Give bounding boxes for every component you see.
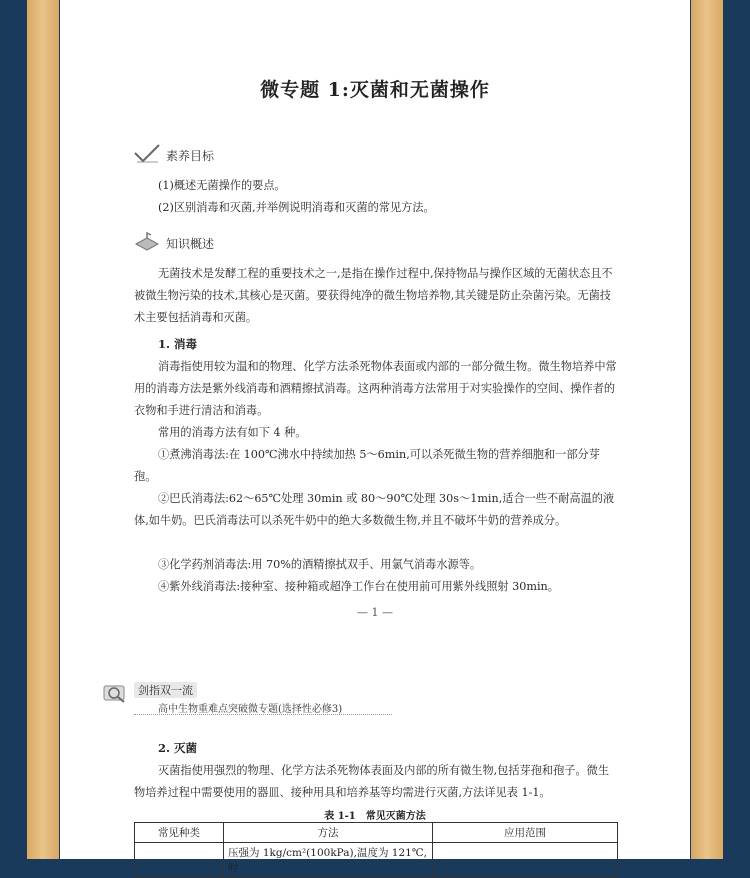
brand-subtitle: 高中生物重难点突破微专题(选择性必修3) [158, 704, 343, 715]
overview-paragraph: 无菌技术是发酵工程的重要技术之一,是指在操作过程中,保持物品与操作区域的无菌状态且不被微生物污染的技术,其核心是灭菌。要获得纯净的微生物培养物,其关键是防止杂菌污染。无菌技术主要包括消毒和灭菌。 [134, 267, 613, 324]
frame-gold-left [27, 0, 59, 859]
table-row [135, 843, 618, 878]
method-boiling: ①煮沸消毒法:在 100℃沸水中持续加热 5～6min,可以杀死微生物的营养细胞和一部分芽孢。 [134, 448, 600, 483]
disinfection-heading: 1. 消毒 [158, 337, 198, 351]
table-cell-method: 压强为 1kg/cm²(100kPa),温度为 121℃,时 [224, 843, 433, 878]
sterilization-paragraph: 灭菌指使用强烈的物理、化学方法杀死物体表面及内部的所有微生物,包括芽孢和孢子。微生物培养过程中需要使用的器皿、接种用具和培养基等均需进行灭菌,方法详见表 1-1。 [134, 764, 610, 799]
table-header-method: 方法 [224, 823, 433, 843]
table-cell-type [135, 843, 224, 878]
goal-item-2: (2)区别消毒和灭菌,并举例说明消毒和灭菌的常见方法。 [158, 201, 435, 214]
disinfection-methods-intro: 常用的消毒方法有如下 4 种。 [158, 426, 307, 439]
method-pasteurization: ②巴氏消毒法:62～65℃处理 30min 或 80～90℃处理 30s～1min,适合一些不耐高温的液体,如牛奶。巴氏消毒法可以杀死牛奶中的绝大多数微生物,并且不破坏牛奶的营养成分。 [134, 492, 615, 527]
page-number: — 1 — [357, 606, 393, 619]
frame-gold-right [691, 0, 723, 859]
table-caption: 表 1-1 常见灭菌方法 [324, 811, 426, 822]
document-page [60, 0, 690, 874]
method-uv: ④紫外线消毒法:接种室、接种箱或超净工作台在使用前可用紫外线照射 30min。 [158, 580, 559, 593]
book-brand-header [102, 680, 402, 720]
sterilization-heading: 2. 灭菌 [158, 741, 198, 755]
goal-item-1: (1)概述无菌操作的要点。 [158, 179, 286, 192]
brand-title: 剑指双一流 [134, 682, 197, 698]
magnifier-icon [102, 682, 132, 708]
checkmark-pen-icon [134, 144, 160, 167]
brand-divider [134, 714, 392, 715]
method-chemical: ③化学药剂消毒法:用 70%的酒精擦拭双手、用氯气消毒水源等。 [158, 558, 482, 571]
table-header-scope: 应用范围 [433, 823, 618, 843]
page-title: 微专题 1:灭菌和无菌操作 [260, 79, 490, 101]
table-header-type: 常见种类 [135, 823, 224, 843]
sterilization-methods-table [134, 822, 618, 878]
goals-heading: 素养目标 [134, 144, 214, 167]
overview-heading: 知识概述 [134, 232, 214, 255]
table-cell-scope [433, 843, 618, 878]
disinfection-paragraph: 消毒指使用较为温和的物理、化学方法杀死物体表面或内部的一部分微生物。微生物培养中常用的消毒方法是紫外线消毒和酒精擦拭消毒。这两种消毒方法常用于对实验操作的空间、操作者的衣物和手进行清洁和消毒。 [134, 360, 617, 417]
table-header-row [135, 823, 618, 843]
book-icon [134, 232, 160, 255]
